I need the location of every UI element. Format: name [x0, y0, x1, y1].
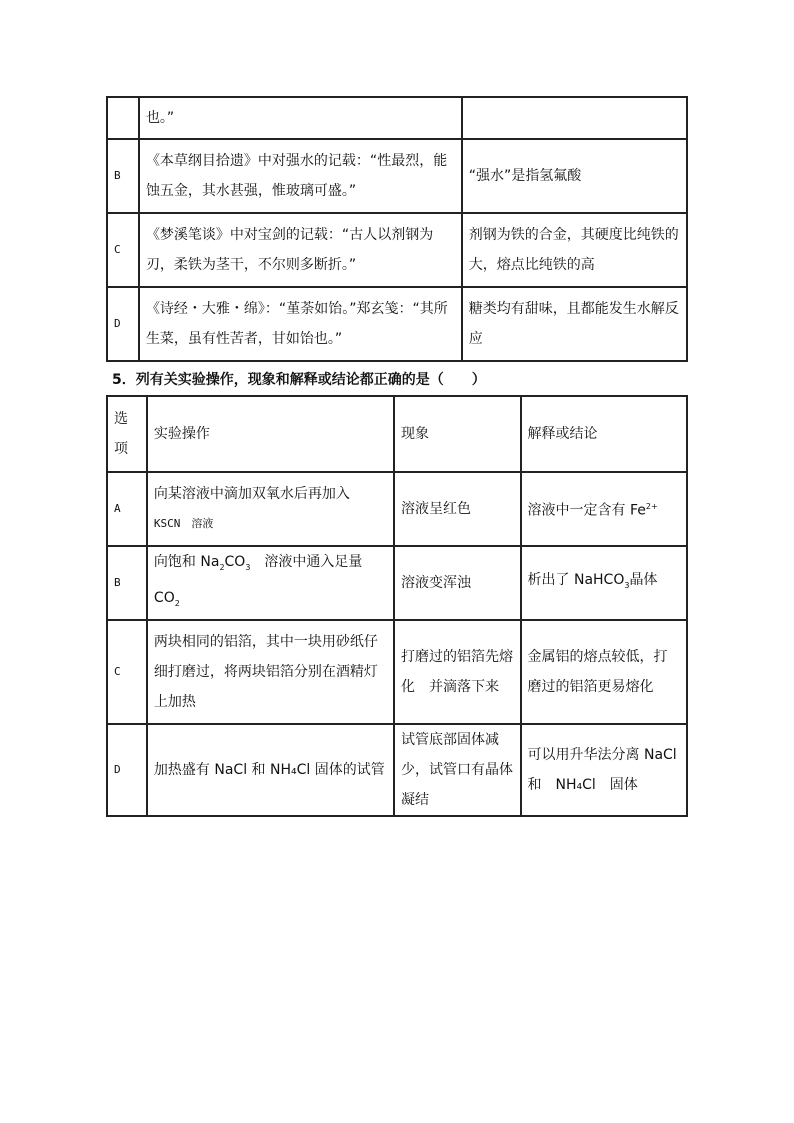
question-5-stem: 5．列有关实验操作，现象和解释或结论都正确的是（ ）: [112, 372, 486, 388]
phenomenon-cell: 试管底部固体减少，试管口有晶体凝结: [394, 724, 521, 816]
table-row: [107, 546, 687, 620]
operation-cell: 加热盛有 NaCl 和 NH₄Cl 固体的试管: [147, 724, 394, 816]
text-cell: 《梦溪笔谈》中对宝剑的记载：“古人以剂钢为刃，柔铁为茎干，不尔则多断折。”: [139, 213, 462, 287]
subscript: 3: [624, 580, 630, 590]
text-cell: 《诗经・大雅・绵》：“堇荼如饴。”郑玄笺：“其所生菜，虽有性苦者，甘如饴也。”: [139, 287, 462, 361]
table-row: [107, 213, 687, 287]
conclusion-cell: 可以用升华法分离 NaCl 和 NH₄Cl 固体: [521, 724, 687, 816]
header-phenomenon: 现象: [394, 396, 521, 472]
option-cell: [107, 97, 139, 139]
conclusion-cell: 金属铝的熔点较低，打磨过的铝箔更易熔化: [521, 620, 687, 724]
explain-cell: [462, 97, 687, 139]
operation-cell: 两块相同的铝箔，其中一块用砂纸仔细打磨过，将两块铝箔分别在酒精灯上加热: [147, 620, 394, 724]
text-cell: 《本草纲目拾遗》中对强水的记载：“性最烈，能蚀五金，其水甚强，惟玻璃可盛。”: [139, 139, 462, 213]
conclusion-cell: [521, 546, 687, 620]
conclusion-text: 析出了 NaHCO: [527, 571, 625, 588]
table-row: [107, 97, 687, 139]
charge-superscript: 2+: [645, 502, 658, 512]
operation-cell: [147, 546, 394, 620]
option-cell: C: [107, 213, 139, 287]
operation-line: 向某溶液中滴加双氧水后再加入: [153, 486, 350, 502]
phenomenon-cell: 溶液呈红色: [394, 472, 521, 546]
table-row: [107, 620, 687, 724]
header-row: [107, 396, 687, 472]
subscript: 2: [174, 598, 180, 608]
table-row: [107, 472, 687, 546]
options-table-continued: [106, 96, 688, 362]
operation-cell: [147, 472, 394, 546]
subscript: 3: [245, 562, 251, 572]
conclusion-text: 晶体: [629, 571, 658, 588]
operation-text: 溶液中通入足量 CO: [153, 554, 363, 606]
option-cell: B: [107, 546, 147, 620]
option-cell: C: [107, 620, 147, 724]
operation-text: 向饱和 Na: [153, 554, 220, 570]
explain-cell: 糖类均有甜味，且都能发生水解反应: [462, 287, 687, 361]
conclusion-cell: [521, 472, 687, 546]
operation-text: CO: [224, 554, 246, 570]
operation-line: KSCN 溶液: [153, 517, 214, 530]
table-row: [107, 287, 687, 361]
option-cell: B: [107, 139, 139, 213]
option-cell: D: [107, 287, 139, 361]
option-cell: A: [107, 472, 147, 546]
table-row: [107, 139, 687, 213]
experiment-table: [106, 395, 691, 817]
subscript: 2: [219, 562, 225, 572]
conclusion-text: 溶液中一定含有 Fe: [527, 502, 646, 519]
explain-cell: 剂钢为铁的合金，其硬度比纯铁的大，熔点比纯铁的高: [462, 213, 687, 287]
phenomenon-cell: 溶液变浑浊: [394, 546, 521, 620]
option-cell: D: [107, 724, 147, 816]
header-operation: 实验操作: [147, 396, 394, 472]
explain-cell: “强水”是指氢氟酸: [462, 139, 687, 213]
header-conclusion: 解释或结论: [521, 396, 687, 472]
table-row: [107, 724, 687, 816]
phenomenon-cell: 打磨过的铝箔先熔化 并滴落下来: [394, 620, 521, 724]
text-cell: 也。”: [139, 97, 462, 139]
header-option: 选项: [107, 396, 147, 472]
